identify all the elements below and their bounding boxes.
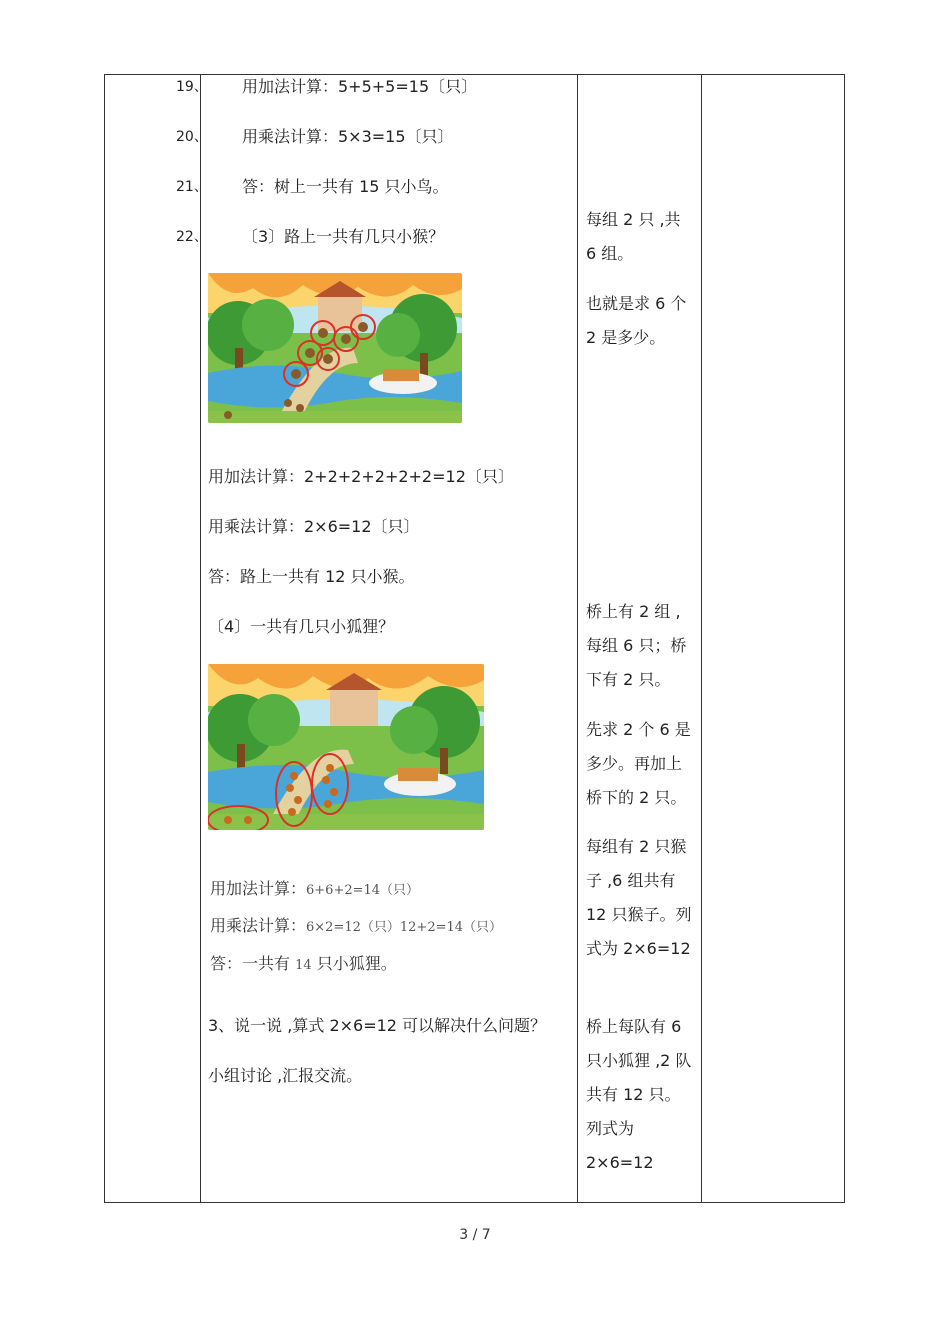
hint-text: 每组有 2 只猴子 ,6 组共有 12 只猴子。列式为 2×6=12 xyxy=(586,837,692,958)
foxes-illustration xyxy=(208,664,484,830)
hint-text: 桥上有 2 组 ,每组 6 只；桥下有 2 只。 xyxy=(586,602,687,689)
monkey-mul-calc: 用乘法计算：2×6=12〔只〕 xyxy=(208,517,420,536)
row-text: 用加法计算：5+5+5=15〔只〕 xyxy=(242,77,478,96)
monkeys-illustration xyxy=(208,273,462,423)
fox-mul-calc xyxy=(210,913,502,936)
row-number: 19、 xyxy=(176,79,208,95)
column-divider xyxy=(577,75,578,1202)
fox-answer-number: 14 xyxy=(295,958,312,973)
hint-monkeys xyxy=(586,203,692,355)
talk-prompt: 3、说一说 ,算式 2×6=12 可以解决什么问题？ xyxy=(208,1016,547,1035)
row-number: 20、 xyxy=(176,129,208,145)
hint-foxes xyxy=(586,595,692,815)
fox-add-expr: 6+6+2=14（只） xyxy=(306,883,420,898)
group-discussion: 小组讨论 ,汇报交流。 xyxy=(208,1066,363,1085)
fox-answer-prefix: 答：一共有 xyxy=(210,954,296,973)
fox-question: 〔4〕一共有几只小狐狸？ xyxy=(208,617,395,636)
column-divider xyxy=(701,75,702,1202)
fox-add-label: 用加法计算： xyxy=(210,879,307,898)
monkey-add-calc: 用加法计算：2+2+2+2+2+2=12〔只〕 xyxy=(208,467,514,486)
page-number: 3 / 7 xyxy=(459,1227,491,1243)
hint-text: 也就是求 6 个 2 是多少。 xyxy=(586,294,687,347)
row-text: 答：树上一共有 15 只小鸟。 xyxy=(242,177,449,196)
fox-mul-label: 用乘法计算： xyxy=(210,916,307,935)
row-text: 用乘法计算：5×3=15〔只〕 xyxy=(242,127,454,146)
row-number: 22、 xyxy=(176,229,208,245)
hint-text: 桥上每队有 6 只小狐狸 ,2 队共有 12 只。列式为 2×6=12 xyxy=(586,1017,692,1172)
fox-answer-suffix: 只小狐狸。 xyxy=(311,954,397,973)
hint-text: 每组 2 只 ,共 6 组。 xyxy=(586,210,681,263)
fox-add-calc xyxy=(210,876,419,899)
row-number: 21、 xyxy=(176,179,208,195)
hint-explain-monkeys xyxy=(586,830,692,966)
monkey-answer: 答：路上一共有 12 只小猴。 xyxy=(208,567,415,586)
hint-text: 先求 2 个 6 是多少。再加上桥下的 2 只。 xyxy=(586,720,691,807)
hint-explain-foxes xyxy=(586,1010,692,1180)
row-text: 〔3〕路上一共有几只小猴？ xyxy=(242,227,445,246)
fox-mul-expr: 6×2=12（只）12+2=14（只） xyxy=(306,920,503,935)
fox-answer xyxy=(210,951,397,974)
